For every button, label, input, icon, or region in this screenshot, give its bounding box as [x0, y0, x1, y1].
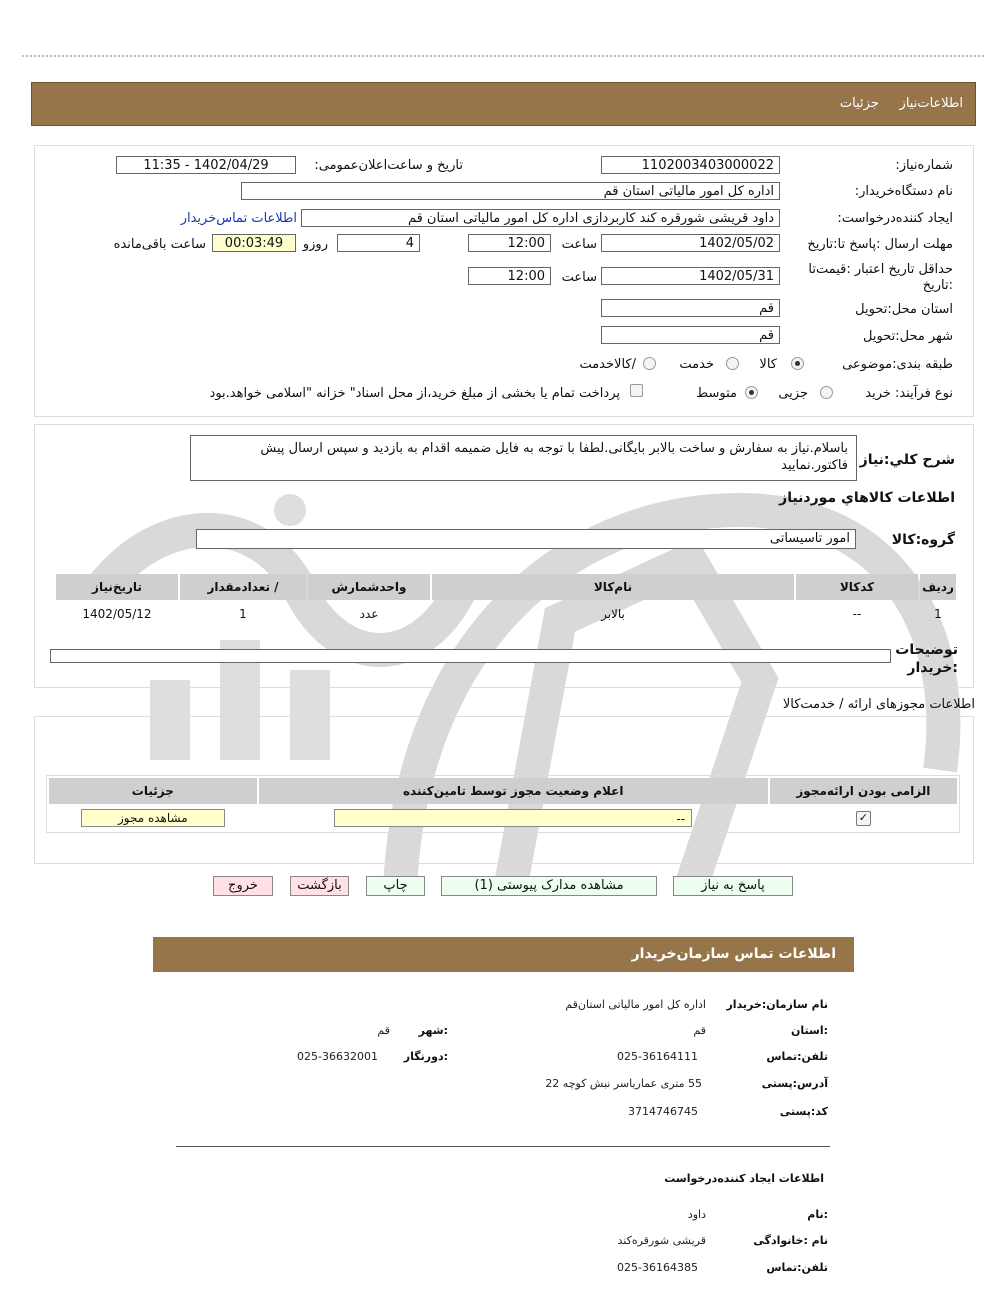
goods-title: اطلاعات کالاهاي موردنياز	[779, 490, 955, 506]
category-goods-service-radio[interactable]	[643, 357, 656, 370]
deadline-time-label: ساعت	[561, 237, 597, 252]
announce-label: تاریخ و ساعت‌اعلان‌عمومی:	[314, 158, 463, 173]
permits-title: اطلاعات مجوزهای ارائه / خدمت‌کالا	[782, 697, 975, 712]
category-goods-service-label: /کالاخدمت	[579, 357, 636, 372]
creator-field: داود قریشی شورقره کند کاربردازی اداره کل امور مالیاتی استان قم	[301, 209, 780, 227]
address-value: 55 متری عمارياسر نبش کوچه 22	[545, 1077, 702, 1090]
goods-table	[54, 572, 958, 628]
category-service-radio[interactable]	[726, 357, 739, 370]
device-field: اداره کل امور مالیاتی استان قم	[241, 182, 780, 200]
days-field: 4	[337, 234, 420, 252]
org-value: اداره کل امور مالیاتی استان‌قم	[565, 998, 706, 1011]
exit-button[interactable]: خروج	[213, 876, 273, 896]
validity-date-field: 1402/05/31	[601, 267, 780, 285]
col-qty: / تعدادمقدار	[180, 574, 306, 600]
col-date: تاریخ‌نیاز	[56, 574, 178, 600]
remaining-time-field: 00:03:49	[212, 234, 296, 252]
cell-code: --	[852, 607, 862, 621]
col-unit: واحدشمارش	[308, 574, 430, 600]
postal-value: 3714746745	[628, 1105, 698, 1118]
contact-divider	[176, 1146, 830, 1147]
permits-table	[46, 775, 960, 833]
treasury-payment-label: پرداخت تمام یا بخشی از مبلغ خرید،از محل اسناد" خزانه "اسلامی خواهد.بود	[209, 386, 620, 401]
city-field: قم	[601, 326, 780, 344]
address-label: آدرس:پستی	[761, 1077, 828, 1090]
category-service-label: خدمت	[679, 357, 714, 372]
required-checkbox[interactable]: ✓	[856, 811, 871, 826]
back-button[interactable]: بازگشت	[290, 876, 349, 896]
contact-title: اطلاعات تماس سازمان‌خریدار	[631, 946, 836, 962]
print-button[interactable]: چاپ	[366, 876, 425, 896]
contact-province-label: :استان	[791, 1024, 828, 1037]
postal-label: کد:پستی	[779, 1105, 828, 1118]
description-title: شرح کلي:نياز	[859, 452, 955, 468]
requester-family-value: قریشی شورقره‌کند	[617, 1234, 706, 1247]
cell-required	[770, 806, 957, 830]
cell-date: 1402/05/12	[82, 607, 152, 621]
fax-label: :دورنگار	[403, 1050, 448, 1063]
fax-value: 025-36632001	[297, 1050, 378, 1063]
cell-row: 1	[934, 607, 942, 621]
top-divider	[22, 55, 984, 57]
category-label: طبقه بندی:موضوعی	[842, 357, 953, 372]
city-label: شهر محل:تحویل	[863, 329, 953, 344]
cell-qty: 1	[239, 607, 247, 621]
col-row: ردیف	[920, 574, 956, 600]
device-label: نام دستگاه‌خریدار:	[854, 184, 953, 199]
deadline-time-field: 12:00	[468, 234, 551, 252]
process-minor-radio[interactable]	[820, 386, 833, 399]
goods-group-field: امور تاسیساتی	[196, 529, 856, 549]
tab-need-info[interactable]: اطلاعات‌نیاز	[899, 96, 963, 111]
category-goods-label: کالا	[759, 357, 777, 372]
description-box: باسلام.نیاز به سفارش و ساخت بالابر بایگانی.لطفا با توجه به فایل ضمیمه اقدام به بازدید و سپس ارسال پیش فاکتور.نمایید	[190, 435, 857, 481]
need-number-label: شماره‌نیاز:	[895, 158, 953, 173]
table-row	[49, 806, 957, 830]
permits-table-header	[49, 778, 957, 804]
col-name: نام‌کالا	[432, 574, 794, 600]
requester-phone-value: 025-36164385	[617, 1261, 698, 1274]
phone-label: تلفن:تماس	[766, 1050, 828, 1063]
validity-time-field: 12:00	[468, 267, 551, 285]
province-field: قم	[601, 299, 780, 317]
contact-header	[153, 937, 854, 972]
col-details: جزئیات	[49, 778, 257, 804]
treasury-payment-checkbox[interactable]	[630, 384, 643, 397]
process-label: نوع فرآیند: خرید	[865, 386, 953, 401]
requester-phone-label: تلفن:تماس	[766, 1261, 828, 1274]
validity-time-label: ساعت	[561, 270, 597, 285]
buyer-notes-field	[50, 649, 891, 663]
cell-name: بالابر	[601, 607, 625, 621]
org-label: نام سازمان:خریدار	[726, 998, 828, 1011]
creator-label: ایجاد کننده‌درخواست:	[837, 211, 953, 226]
col-required: الزامی بودن ارائه‌مجوز	[770, 778, 957, 804]
col-code: کدکالا	[796, 574, 918, 600]
reply-button[interactable]: پاسخ به نیاز	[673, 876, 793, 896]
process-medium-radio[interactable]	[745, 386, 758, 399]
table-row	[56, 602, 956, 626]
requester-name-label: :نام	[807, 1208, 828, 1221]
deadline-label: مهلت ارسال :پاسخ تا:تاریخ	[807, 237, 953, 252]
process-medium-label: متوسط	[696, 386, 737, 401]
goods-group-label: گروه:کالا	[891, 532, 955, 548]
goods-table-header	[56, 574, 956, 600]
contact-city-value: قم	[377, 1024, 390, 1037]
contact-province-value: قم	[693, 1024, 706, 1037]
info-header-bar	[31, 82, 976, 126]
requester-family-label: نام :خانوادگی	[753, 1234, 828, 1247]
province-label: استان محل:تحویل	[855, 302, 953, 317]
permit-status-field: --	[334, 809, 692, 827]
deadline-date-field: 1402/05/02	[601, 234, 780, 252]
requester-title: اطلاعات ایجاد کننده‌درخواست	[664, 1172, 824, 1185]
remaining-time-label: ساعت باقی‌مانده	[113, 237, 206, 252]
cell-status	[259, 806, 768, 830]
attachments-button[interactable]: مشاهده مدارک پیوستی (1)	[441, 876, 657, 896]
category-goods-radio[interactable]	[791, 357, 804, 370]
days-label: روزو	[302, 237, 328, 252]
header-tabs	[840, 96, 963, 111]
announce-field: 1402/04/29 - 11:35	[116, 156, 296, 174]
col-status: اعلام وضعیت مجوز توسط تامین‌کننده	[259, 778, 768, 804]
tab-details[interactable]: جزئیات	[839, 96, 879, 111]
buyer-notes-label: توضیحات :خریدار	[895, 642, 958, 676]
need-number-field: 1102003403000022	[601, 156, 780, 174]
process-minor-label: جزیی	[778, 386, 808, 401]
view-permit-button[interactable]: مشاهده مجوز	[81, 809, 225, 827]
phone-value: 025-36164111	[617, 1050, 698, 1063]
buyer-contact-link[interactable]: اطلاعات تماس‌خریدار	[180, 211, 297, 226]
requester-name-value: داود	[687, 1208, 706, 1221]
cell-details	[49, 806, 257, 830]
cell-unit: عدد	[359, 607, 379, 621]
validity-label: حداقل تاریخ اعتبار :قیمت‌تا :تاریخ	[808, 262, 953, 293]
contact-city-label: :شهر	[418, 1024, 448, 1037]
